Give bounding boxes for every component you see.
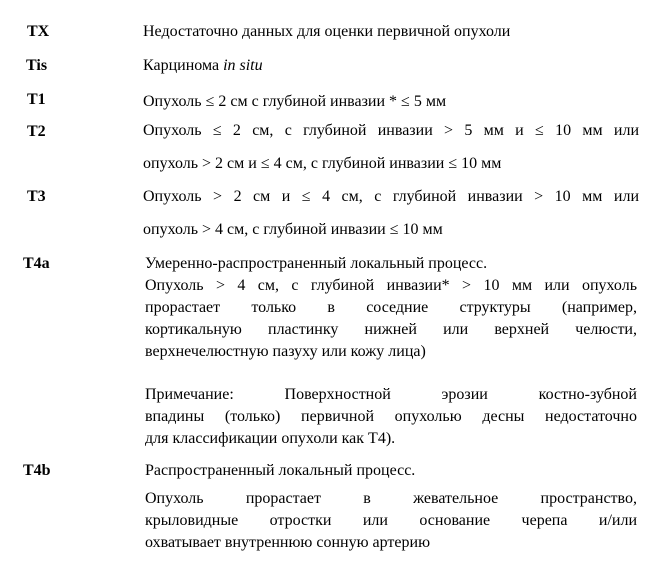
desc-t3-line: Опухоль > 2 см и ≤ 4 см, с глубиной инвазии > 10 мм или (143, 188, 639, 205)
term-t4a: T4a (23, 255, 50, 272)
desc-t4b (145, 460, 637, 482)
desc-t1 (143, 91, 633, 113)
desc-t4a (145, 253, 637, 363)
desc-t2-line: опухоль > 2 см и ≤ 4 см, с глубиной инвазии ≤ 10 мм (143, 155, 502, 172)
term-t2: T2 (27, 123, 46, 140)
desc-t4a-note (145, 384, 637, 450)
term-t1: T1 (27, 91, 46, 108)
desc-t4a-note-line: впадины (только) первичной опухолью десны недостаточно (145, 408, 637, 425)
desc-t3-line: опухоль > 4 см, с глубиной инвазии ≤ 10 мм (143, 221, 443, 238)
desc-t1-line: Опухоль ≤ 2 см с глубиной инвазии * ≤ 5 мм (143, 93, 447, 110)
term-t3: T3 (27, 188, 46, 205)
desc-t4a-line: верхнечелюстную пазуху или кожу лица) (145, 343, 426, 360)
desc-t4b-line: крыловидные отростки или основание черепа и/или (145, 512, 637, 529)
desc-tis-prefix: Карцинома (143, 57, 224, 74)
term-tx: TX (27, 23, 50, 40)
desc-tis-italic: in situ (223, 57, 263, 74)
desc-t3 (143, 186, 639, 241)
desc-t4b-line: Распространенный локальный процесс. (145, 462, 416, 479)
desc-t4b-line: охватывает внутреннюю сонную артерию (145, 534, 431, 551)
desc-t4a-line: кортикальную пластинку нижней или верхней челюсти, (145, 321, 637, 338)
term-t4b: T4b (23, 462, 51, 479)
desc-t4a-line: Опухоль > 4 см, с глубиной инвазии* > 10 мм или опухоль (145, 277, 637, 294)
desc-t2 (143, 120, 639, 175)
desc-tx-line: Недостаточно данных для оценки первичной опухоли (143, 23, 511, 40)
desc-t4b-detail (145, 488, 637, 554)
desc-t4a-line: Умеренно-распространенный локальный процесс. (145, 255, 488, 272)
desc-tx (143, 21, 633, 43)
desc-t4a-note-line: для классификации опухоли как Т4). (145, 430, 396, 447)
term-tis: Tis (26, 57, 48, 74)
desc-t4a-note-line: Примечание: Поверхностной эрозии костно-зубной (145, 386, 637, 403)
desc-tis (143, 55, 633, 77)
desc-t2-line: Опухоль ≤ 2 см, с глубиной инвазии > 5 мм и ≤ 10 мм или (143, 122, 639, 139)
desc-t4b-line: Опухоль прорастает в жевательное пространство, (145, 490, 637, 507)
desc-t4a-line: прорастает только в соседние структуры (например, (145, 299, 637, 316)
